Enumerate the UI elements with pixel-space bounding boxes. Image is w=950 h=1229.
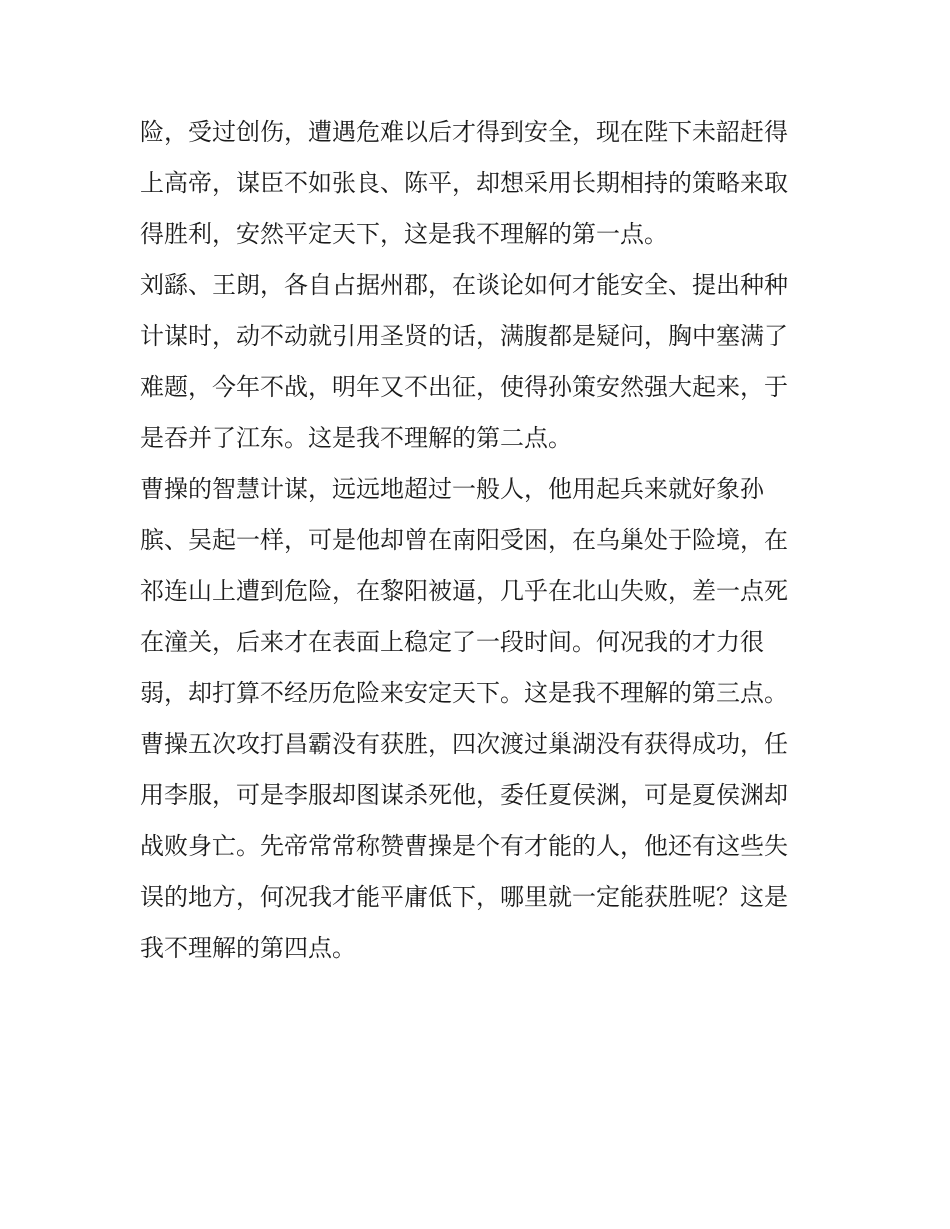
text-line: 弱，却打算不经历危险来安定天下。这是我不理解的第三点。 bbox=[140, 679, 788, 707]
text-line: 上高帝，谋臣不如张良、陈平，却想采用长期相持的策略来取 bbox=[140, 169, 788, 197]
text-line: 曹操的智慧计谋，远远地超过一般人，他用起兵来就好象孙 bbox=[140, 475, 764, 503]
paragraph-1 bbox=[140, 107, 812, 260]
text-line: 膑、吴起一样，可是他却曾在南阳受困，在乌巢处于险境，在 bbox=[140, 526, 788, 554]
text-line: 是吞并了江东。这是我不理解的第二点。 bbox=[140, 424, 572, 452]
text-line: 得胜利，安然平定天下，这是我不理解的第一点。 bbox=[140, 220, 668, 248]
text-line: 险，受过创伤，遭遇危难以后才得到安全，现在陛下未韶赶得 bbox=[140, 118, 788, 146]
paragraph-2 bbox=[140, 260, 812, 464]
text-line: 难题，今年不战，明年又不出征，使得孙策安然强大起来，于 bbox=[140, 373, 788, 401]
text-line: 战败身亡。先帝常常称赞曹操是个有才能的人，他还有这些失 bbox=[140, 832, 788, 860]
paragraph-4 bbox=[140, 719, 812, 974]
text-line: 计谋时，动不动就引用圣贤的话，满腹都是疑问，胸中塞满了 bbox=[140, 322, 788, 350]
text-line: 在潼关，后来才在表面上稳定了一段时间。何况我的才力很 bbox=[140, 628, 764, 656]
text-line: 误的地方，何况我才能平庸低下，哪里就一定能获胜呢？这是 bbox=[140, 883, 788, 911]
text-line: 祁连山上遭到危险，在黎阳被逼，几乎在北山失败，差一点死 bbox=[140, 577, 788, 605]
document-body bbox=[140, 107, 812, 974]
text-line: 用李服，可是李服却图谋杀死他，委任夏侯渊，可是夏侯渊却 bbox=[140, 781, 788, 809]
paragraph-3 bbox=[140, 464, 812, 719]
text-line: 曹操五次攻打昌霸没有获胜，四次渡过巢湖没有获得成功，任 bbox=[140, 730, 788, 758]
text-line: 我不理解的第四点。 bbox=[140, 934, 356, 962]
text-line: 刘繇、王朗，各自占据州郡，在谈论如何才能安全、提出种种 bbox=[140, 271, 788, 299]
